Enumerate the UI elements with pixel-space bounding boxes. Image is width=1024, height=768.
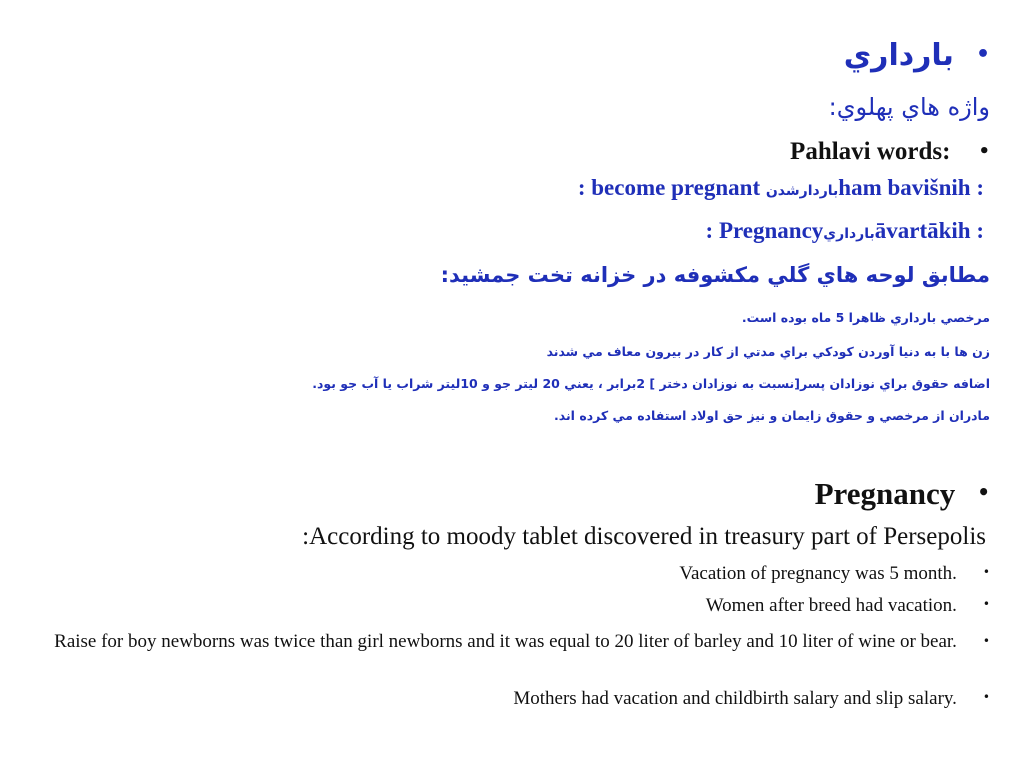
english-list-item-text: Women after breed had vacation. — [705, 595, 957, 616]
english-list-item — [20, 563, 990, 585]
persian-tablet-heading: مطابق لوحه هاي گلي مكشوفه در خزانه تخت جمشيد: — [440, 263, 990, 287]
persian-list-item: مادران از مرخصي و حقوق زايمان و نيز حق اولاد استفاده مي كرده اند. — [554, 408, 990, 423]
english-list-item-text: Vacation of pregnancy was 5 month. — [679, 563, 957, 584]
pahlavi-transliteration: ham bavišnih : — [838, 175, 984, 200]
english-list-item-text: Raise for boy newborns was twice than girl newborns and it was equal to 20 liter of barley and 10 liter of wine or bear. — [54, 631, 957, 652]
english-list-item-text: Mothers had vacation and childbirth salary and slip salary. — [513, 688, 957, 709]
pahlavi-persian-word: بارداري — [823, 226, 875, 242]
english-list-item — [20, 688, 990, 710]
pahlavi-transliteration: āvartākih : — [874, 218, 984, 243]
pahlavi-word-pregnant — [20, 175, 984, 201]
persian-list-item: زن ها با به دنيا آوردن كودكي براي مدتي از كار در بيرون معاف مي شدند — [546, 344, 990, 359]
persian-title — [20, 38, 990, 73]
english-title — [20, 476, 990, 512]
persian-title-text: بارداري — [843, 38, 954, 73]
pahlavi-persian-word: باردارشدن — [765, 183, 839, 199]
pahlavi-word-pregnancy — [20, 218, 984, 244]
bullet-icon: • — [977, 480, 990, 504]
persian-list-item: مرخصي بارداري ظاهرا 5 ماه بوده است. — [741, 310, 990, 325]
pahlavi-heading-text: Pahlavi words: — [790, 138, 951, 165]
bullet-icon: • — [982, 690, 990, 704]
bullet-icon: • — [982, 597, 990, 611]
bullet-icon: • — [982, 565, 990, 579]
pahlavi-heading — [20, 138, 990, 166]
english-intro: :According to moody tablet discovered in treasury part of Persepolis — [302, 523, 986, 550]
pahlavi-meaning: : Pregnancy — [705, 218, 824, 243]
bullet-icon: • — [975, 42, 990, 67]
english-list-item — [40, 628, 990, 656]
english-title-text: Pregnancy — [814, 476, 956, 511]
pahlavi-meaning: : become pregnant — [577, 175, 761, 200]
bullet-icon: • — [982, 634, 990, 648]
persian-list-item: اضافه حقوق براي نوزادان پسر[نسبت به نوزادان دختر ] 2برابر ، يعني 20 ليتر جو و 10ليتر شراب يا آب جو بود. — [312, 376, 990, 391]
english-list-item — [20, 595, 990, 617]
persian-subtitle: واژه هاي پهلوي: — [828, 93, 990, 121]
bullet-icon: • — [978, 141, 990, 162]
